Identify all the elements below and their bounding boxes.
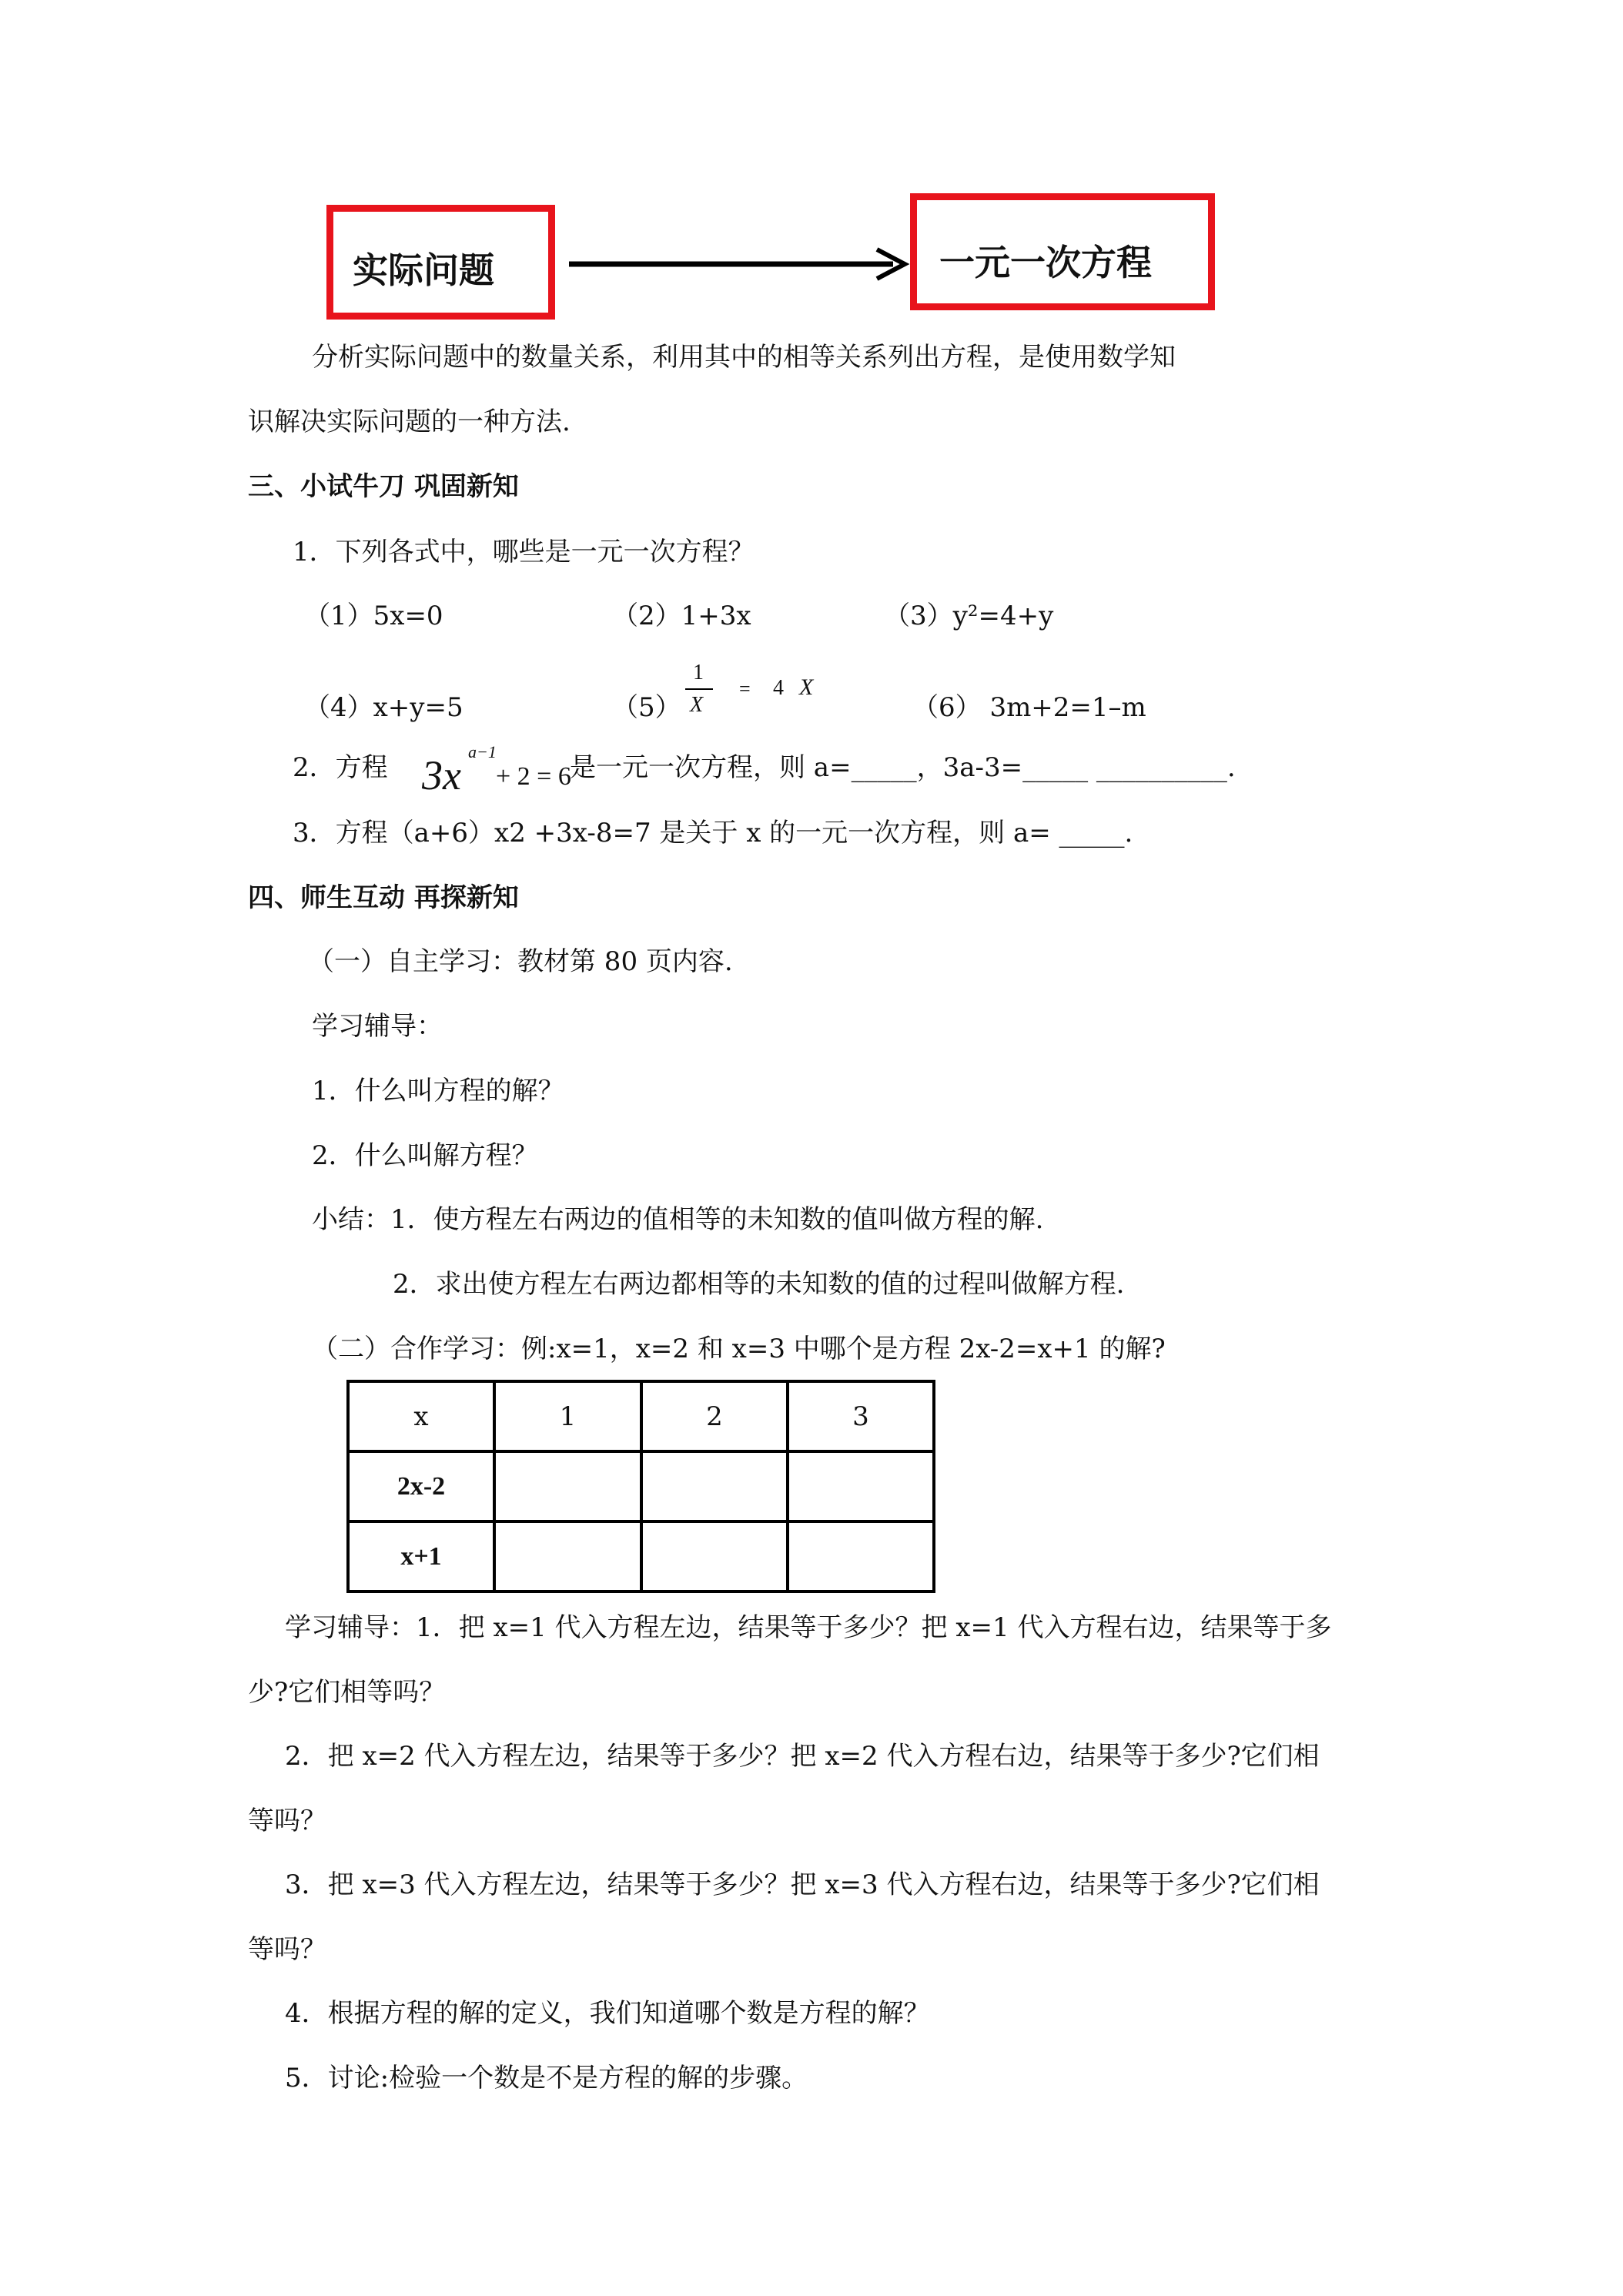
item-5: （5）: [612, 692, 681, 723]
table-cell: [641, 1521, 788, 1591]
item-5-formula: [682, 661, 828, 722]
formula-rest: + 2 = 6: [496, 762, 571, 791]
subsection-2: （二）合作学习：例:x=1，x=2 和 x=3 中哪个是方程 2x-2=x+1 的解?: [312, 1334, 1166, 1364]
question-2-prefix: 2．方程: [293, 752, 388, 783]
table-row: [348, 1521, 934, 1591]
item-6: （6） 3m+2=1–m: [912, 692, 1146, 723]
table-cell: 1: [494, 1381, 641, 1451]
fraction-numerator: 1: [693, 661, 704, 684]
paragraph-2-line-2: 等吗？: [248, 1806, 326, 1836]
summary-1: 小结：1．使方程左右两边的值相等的未知数的值叫做方程的解.: [312, 1204, 1044, 1235]
left-box-label: 实际问题: [353, 249, 494, 291]
fraction-denominator: X: [690, 693, 704, 717]
formula-rhs-variable: X: [799, 674, 814, 700]
formula-rhs-number: 4: [773, 676, 784, 700]
guide-question-1: 1．什么叫方程的解？: [312, 1076, 564, 1106]
question-1: 1．下列各式中，哪些是一元一次方程？: [293, 537, 755, 567]
table-cell: [641, 1451, 788, 1521]
table-cell: [788, 1451, 934, 1521]
item-4: （4）x+y=5: [304, 692, 463, 723]
table-cell: 2: [641, 1381, 788, 1451]
intro-line-2: 识解决实际问题的一种方法.: [248, 407, 571, 437]
question-2-suffix: 是一元一次方程，则 a=_____，3a-3=_____ __________.: [570, 752, 1236, 783]
summary-2: 2．求出使方程左右两边都相等的未知数的值的过程叫做解方程.: [393, 1269, 1125, 1300]
formula-exponent: a−1: [468, 742, 497, 761]
question-2-formula: [422, 739, 576, 801]
section-4-heading: 四、师生互动 再探新知: [248, 882, 519, 913]
paragraph-4: 4．根据方程的解的定义，我们知道哪个数是方程的解？: [285, 1998, 930, 2029]
paragraph-5: 5．讨论:检验一个数是不是方程的解的步骤。: [285, 2063, 808, 2094]
table-row: [348, 1381, 934, 1451]
subsection-1: （一）自主学习：教材第 80 页内容.: [308, 946, 733, 977]
paragraph-1-line-1: 学习辅导：1．把 x=1 代入方程左边，结果等于多少？把 x=1 代入方程右边，结果等于多: [285, 1612, 1332, 1643]
table-row: [348, 1451, 934, 1521]
paragraph-2-line-1: 2．把 x=2 代入方程左边，结果等于多少？把 x=2 代入方程右边，结果等于多少?它们相: [285, 1741, 1320, 1772]
question-3: 3．方程（a+6）x2 +3x-8=7 是关于 x 的一元一次方程，则 a= _____.: [293, 818, 1133, 848]
intro-line-1: 分析实际问题中的数量关系，利用其中的相等关系列出方程，是使用数学知: [312, 342, 1176, 373]
formula-coefficient: 3x: [422, 752, 461, 798]
table-cell: 3: [788, 1381, 934, 1451]
section-3-heading: 三、小试牛刀 巩固新知: [248, 471, 519, 502]
right-box-label: 一元一次方程: [939, 242, 1152, 283]
table-cell: x: [348, 1381, 494, 1451]
substitution-table: [346, 1380, 935, 1593]
paragraph-3-line-1: 3．把 x=3 代入方程左边，结果等于多少？把 x=3 代入方程右边，结果等于多少?它们相: [285, 1869, 1320, 1900]
formula-equals: =: [739, 678, 751, 700]
item-1: （1）5x=0: [304, 601, 443, 631]
table-row-header: x+1: [348, 1521, 494, 1591]
study-guide-label: 学习辅导：: [312, 1011, 443, 1042]
table-row-header: 2x-2: [348, 1451, 494, 1521]
item-3: （3）y²=4+y: [884, 601, 1054, 631]
table-cell: [494, 1521, 641, 1591]
paragraph-3-line-2: 等吗？: [248, 1934, 326, 1965]
guide-question-2: 2．什么叫解方程？: [312, 1140, 538, 1171]
paragraph-1-line-2: 少?它们相等吗？: [248, 1677, 446, 1708]
table-cell: [788, 1521, 934, 1591]
item-2: （2）1+3x: [612, 601, 751, 631]
arrow: [566, 245, 920, 283]
table-cell: [494, 1451, 641, 1521]
fraction-bar: [685, 688, 713, 690]
